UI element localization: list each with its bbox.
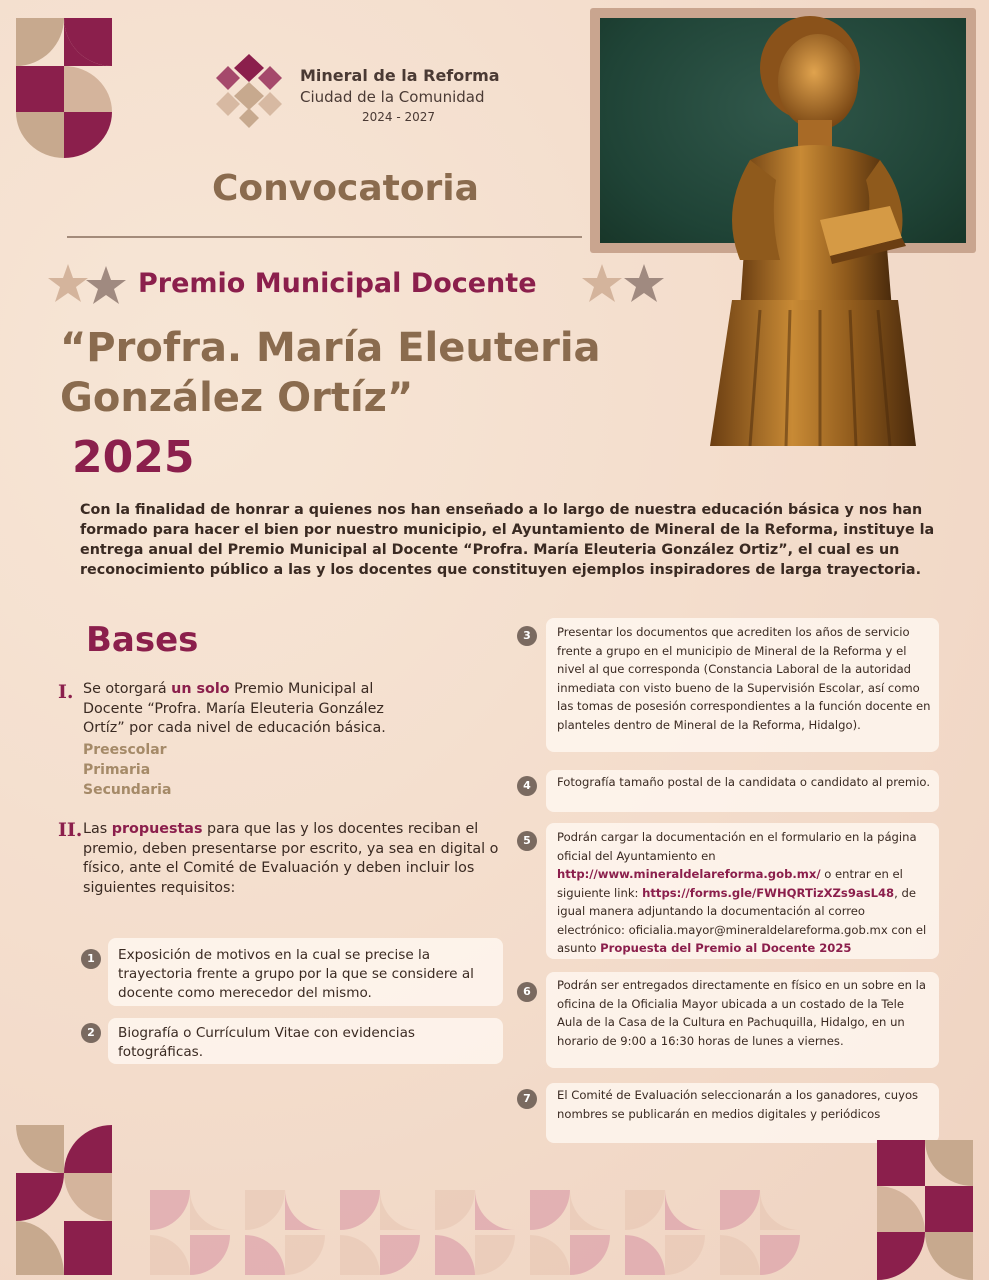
requirement-7-number: 7 xyxy=(517,1089,537,1109)
requirement-4-number: 4 xyxy=(517,776,537,796)
requirement-5-number: 5 xyxy=(517,831,537,851)
requirement-5-text: Podrán cargar la documentación en el formulario en la página oficial del Ayuntamiento en http://www.mineraldelareforma.gob.mx/ o entrar en el siguiente link: https://forms.gle/FWHQRTizXZs9asL48, de igual manera adjuntando la documentación al correo electrónico: oficialia.mayor@mineraldelareforma.gob.mx con el asunto Propuesta del Premio al Docente 2025 xyxy=(557,830,927,955)
decorative-corner-bottom-right xyxy=(877,1140,973,1280)
requirement-4-text: Fotografía tamaño postal de la candidata o candidato al premio. xyxy=(557,775,931,789)
decorative-bottom-band xyxy=(140,1185,860,1280)
section-2-highlight: propuestas xyxy=(111,821,203,837)
award-year: 2025 xyxy=(72,432,195,483)
honoree-name-line-2: González Ortíz” xyxy=(60,375,414,421)
page-title: Convocatoria xyxy=(212,168,479,209)
requirement-6-text: Podrán ser entregados directamente en físico en un sobre en la oficina de la Oficialia Mayor ubicada a un costado de la Tele Aula de la Casa de la Cultura en Pachuquilla, Hidalgo, en un horario de 9:00 a 16:30 horas de lunes a viernes. xyxy=(557,978,927,1048)
requirement-2-number: 2 xyxy=(81,1023,101,1043)
level-preescolar: Preescolar xyxy=(83,742,167,758)
municipality-logo xyxy=(210,52,288,128)
bases-heading: Bases xyxy=(86,620,199,660)
requirement-1-number: 1 xyxy=(81,949,101,969)
section-1-numeral: I. xyxy=(58,681,74,703)
stars-left-icon xyxy=(48,262,128,306)
requirement-card-5 xyxy=(546,823,939,959)
honoree-name-line-1: “Profra. María Eleuteria xyxy=(60,325,601,371)
logo-years: 2024 - 2027 xyxy=(362,110,436,124)
requirement-card-1 xyxy=(108,938,503,1006)
requirement-2-text: Biografía o Currículum Vitae con evidencias fotográficas. xyxy=(118,1025,415,1060)
award-name: Premio Municipal Docente xyxy=(138,268,537,299)
website-link[interactable]: http://www.mineraldelareforma.gob.mx/ xyxy=(557,867,821,881)
requirement-card-6 xyxy=(546,972,939,1068)
decorative-corner-top-left xyxy=(16,18,112,158)
email-subject: Propuesta del Premio al Docente 2025 xyxy=(600,941,852,955)
requirement-7-text: El Comité de Evaluación seleccionarán a los ganadores, cuyos nombres se publicarán en medios digitales y periódicos xyxy=(557,1088,919,1121)
requirement-3-number: 3 xyxy=(517,626,537,646)
requirement-card-3 xyxy=(546,618,939,752)
form-link[interactable]: https://forms.gle/FWHQRTizXZs9asL48 xyxy=(642,885,895,900)
teacher-statue-image xyxy=(680,10,942,446)
title-divider xyxy=(67,236,582,238)
requirement-1-text: Exposición de motivos en la cual se precise la trayectoria frente a grupo por la que se considere al docente como merecedor del mismo. xyxy=(118,947,474,1001)
requirement-3-text: Presentar los documentos que acrediten los años de servicio frente a grupo en el municipio de Mineral de la Reforma y el nivel al que corresponda (Constancia Laboral de la autoridad inmediata con visto bueno de la Supervisión Escolar, así como las tomas de posesión correspondientes a la función docente en planteles dentro de Mineral de la Reforma, Hidalgo). xyxy=(557,625,931,732)
logo-subtitle: Ciudad de la Comunidad xyxy=(300,88,485,106)
requirement-card-2 xyxy=(108,1018,503,1064)
section-1-highlight: un solo xyxy=(171,681,230,697)
level-primaria: Primaria xyxy=(83,762,151,778)
intro-paragraph: Con la finalidad de honrar a quienes nos han enseñado a lo largo de nuestra educación básica y nos han formado para hacer el bien por nuestro municipio, el Ayuntamiento de Mineral de la Reforma, instituye la entrega anual del Premio Municipal al Docente “Profra. María Eleuteria González Ortiz”, el cual es un reconocimiento público a las y los docentes que constituyen ejemplos inspiradores de larga trayectoria. xyxy=(80,502,935,578)
education-levels-list xyxy=(83,740,171,800)
requirement-card-7 xyxy=(546,1083,939,1143)
level-secundaria: Secundaria xyxy=(83,782,172,798)
logo-name: Mineral de la Reforma xyxy=(300,66,500,85)
decorative-corner-bottom-left xyxy=(16,1125,114,1275)
section-2-numeral: II. xyxy=(58,819,83,841)
section-1-text: Se otorgará un solo Premio Municipal al Docente “Profra. María Eleuteria González Ortíz” por cada nivel de educación básica. xyxy=(83,681,386,736)
section-2-text: Las propuestas para que las y los docentes reciban el premio, deben presentarse por escrito, ya sea en digital o físico, ante el Comité de Evaluación y deben incluir los siguientes requisitos: xyxy=(83,821,499,896)
requirement-6-number: 6 xyxy=(517,982,537,1002)
requirement-card-4 xyxy=(546,770,939,812)
stars-right-icon xyxy=(582,262,666,306)
